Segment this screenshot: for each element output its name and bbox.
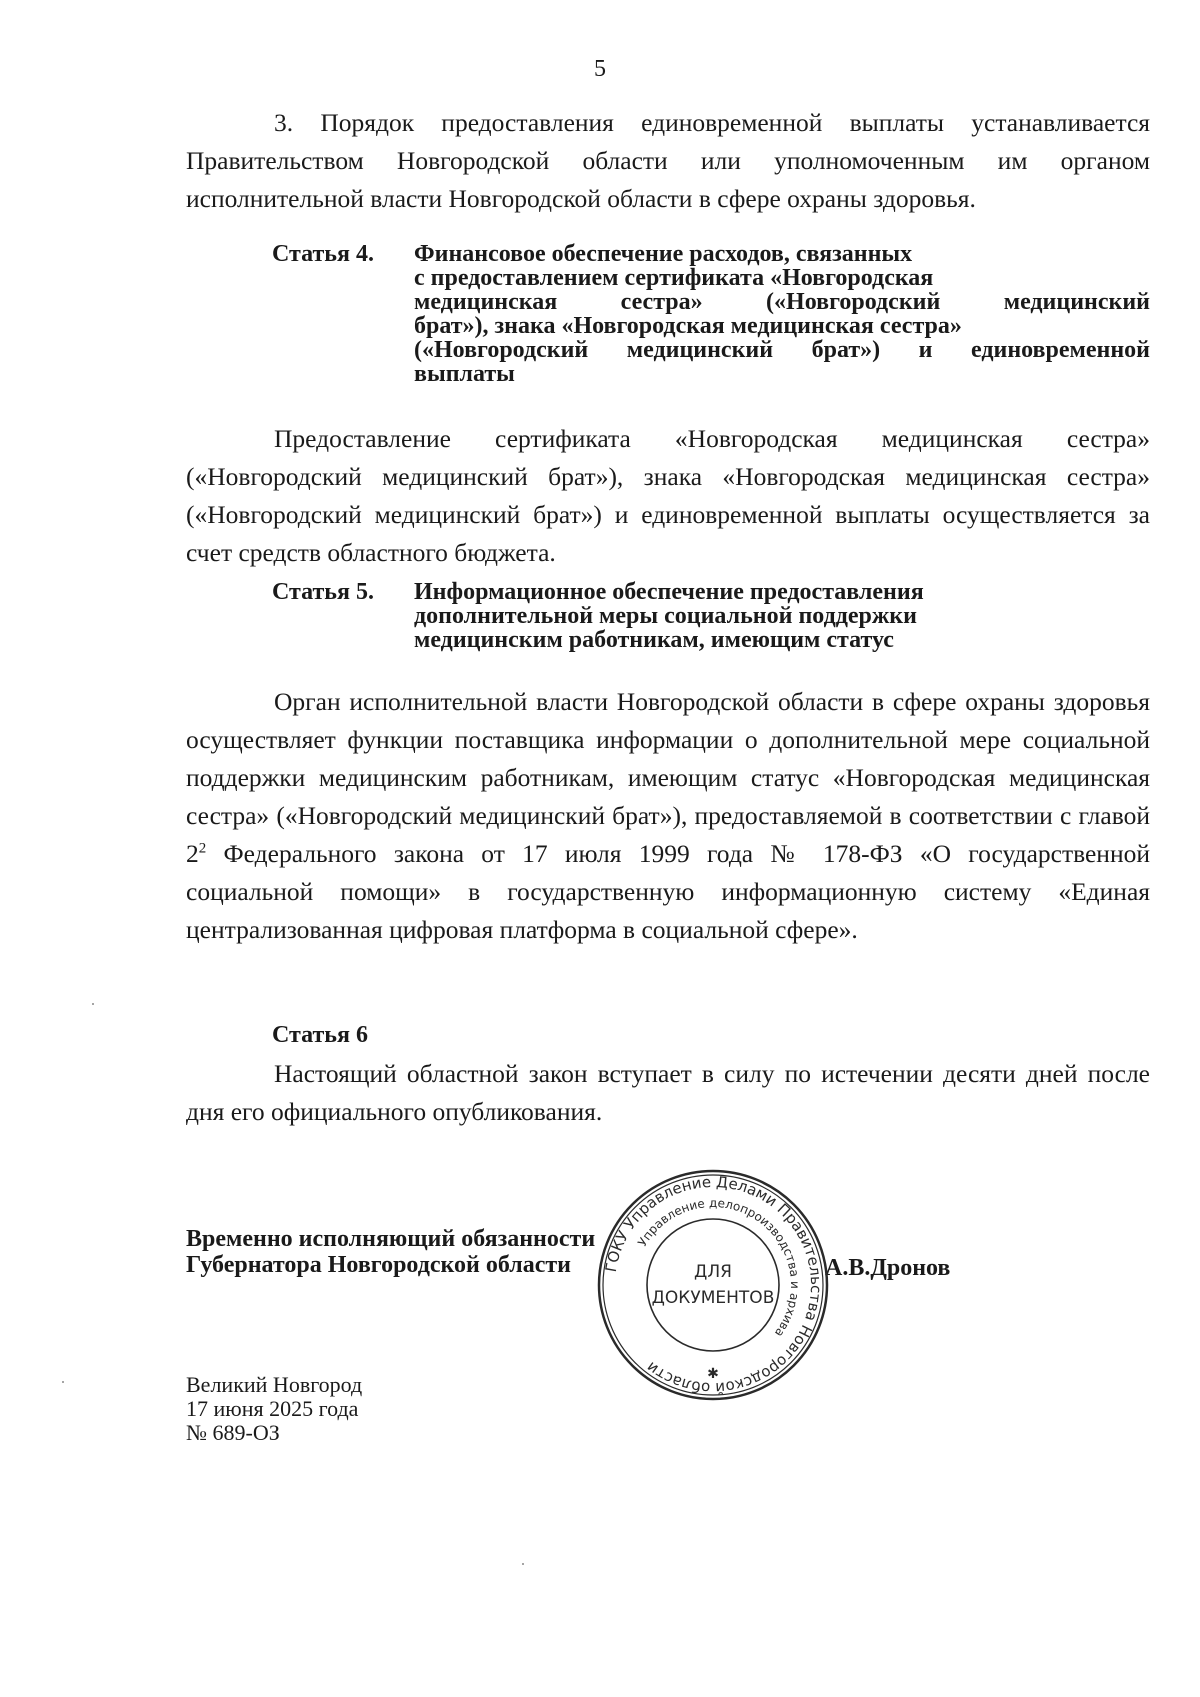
law-date: 17 июня 2025 года bbox=[186, 1396, 359, 1421]
place-date-block bbox=[186, 1373, 362, 1445]
signature-position-line1: Временно исполняющий обязанности bbox=[186, 1226, 596, 1252]
article6-heading bbox=[272, 1023, 1150, 1047]
article5-heading bbox=[272, 580, 1150, 652]
article4-title bbox=[414, 242, 1150, 386]
stamp-outer-text: ГОКУ Управление Делами Правительства Новгородской области bbox=[601, 1172, 826, 1398]
article6-paragraph: Настоящий областной закон вступает в силу по истечении десяти дней после дня его официального опубликования. bbox=[186, 1059, 1150, 1126]
article5-title-line: дополнительной меры социальной поддержки bbox=[414, 603, 917, 629]
article4-paragraph-block bbox=[186, 420, 1150, 572]
article3-paragraph: 3. Порядок предоставления единовременной выплаты устанавливается Правительством Новгородской области или уполномоченным им органом исполнительной власти Новгородской области в сфере охраны здоровья. bbox=[186, 108, 1150, 213]
article4-title-line: Финансовое обеспечение расходов, связанных bbox=[414, 241, 913, 267]
signatory-name: А.В.Дронов bbox=[825, 1255, 951, 1281]
article5-label: Статья 5. bbox=[272, 579, 374, 605]
stamp-center-line1: ДЛЯ bbox=[694, 1262, 732, 1282]
law-number: № 689-ОЗ bbox=[186, 1420, 280, 1445]
article5-text-before: Орган исполнительной власти Новгородской области в сфере охраны здоровья осуществляет функции поставщика информации о дополнительной мере социальной поддержки медицинским работникам, имеющим статус «Новгородская медицинская сестра» («Новгородский медицинский брат»), предоставляемой в соответствии с главой 2 bbox=[186, 687, 1150, 868]
official-stamp bbox=[594, 1166, 832, 1404]
scan-speck bbox=[522, 1563, 524, 1565]
article4-title-line: («Новгородский медицинский брат») и единовременной bbox=[414, 337, 1150, 363]
article6-label: Статья 6 bbox=[272, 1022, 368, 1048]
article5-paragraph-block bbox=[186, 683, 1150, 949]
stamp-inner-text: Управление делопроизводства и архива bbox=[635, 1195, 803, 1340]
article5-paragraph bbox=[186, 683, 1150, 949]
article5-title bbox=[414, 580, 1150, 652]
place-city: Великий Новгород bbox=[186, 1372, 363, 1397]
page-number: 5 bbox=[594, 56, 606, 82]
scan-speck bbox=[92, 1003, 94, 1005]
stamp-center-line2: ДОКУМЕНТОВ bbox=[651, 1288, 775, 1308]
stamp-star-icon: ✱ bbox=[707, 1366, 719, 1382]
article4-title-line: с предоставлением сертификата «Новгородская bbox=[414, 265, 934, 291]
signature-block bbox=[186, 1226, 595, 1278]
article5-title-line: Информационное обеспечение предоставления bbox=[414, 579, 924, 605]
article4-title-line: брат»), знака «Новгородская медицинская сестра» bbox=[414, 313, 962, 339]
article4-heading bbox=[272, 242, 1150, 386]
scan-speck bbox=[62, 1381, 64, 1383]
article5-title-line: медицинским работникам, имеющим статус bbox=[414, 627, 894, 653]
signature-position-line2: Губернатора Новгородской области bbox=[186, 1252, 572, 1278]
article4-title-line: медицинская сестра» («Новгородский медицинский bbox=[414, 289, 1150, 315]
article4-label: Статья 4. bbox=[272, 241, 374, 267]
article4-title-line: выплаты bbox=[414, 361, 515, 387]
article5-text-after: Федерального закона от 17 июля 1999 года № 178-ФЗ «О государственной социальной помощи» в государственную информационную систему «Единая централизованная цифровая платформа в социальной сфере». bbox=[186, 839, 1150, 944]
article6-paragraph-block bbox=[186, 1055, 1150, 1131]
article4-paragraph: Предоставление сертификата «Новгородская медицинская сестра» («Новгородский медицинский брат»), знака «Новгородская медицинская сестра» («Новгородский медицинский брат») и единовременной выплаты осуществляется за счет средств областного бюджета. bbox=[186, 424, 1150, 567]
article3-paragraph-block bbox=[186, 104, 1150, 218]
chapter-superscript: 2 bbox=[198, 840, 207, 857]
